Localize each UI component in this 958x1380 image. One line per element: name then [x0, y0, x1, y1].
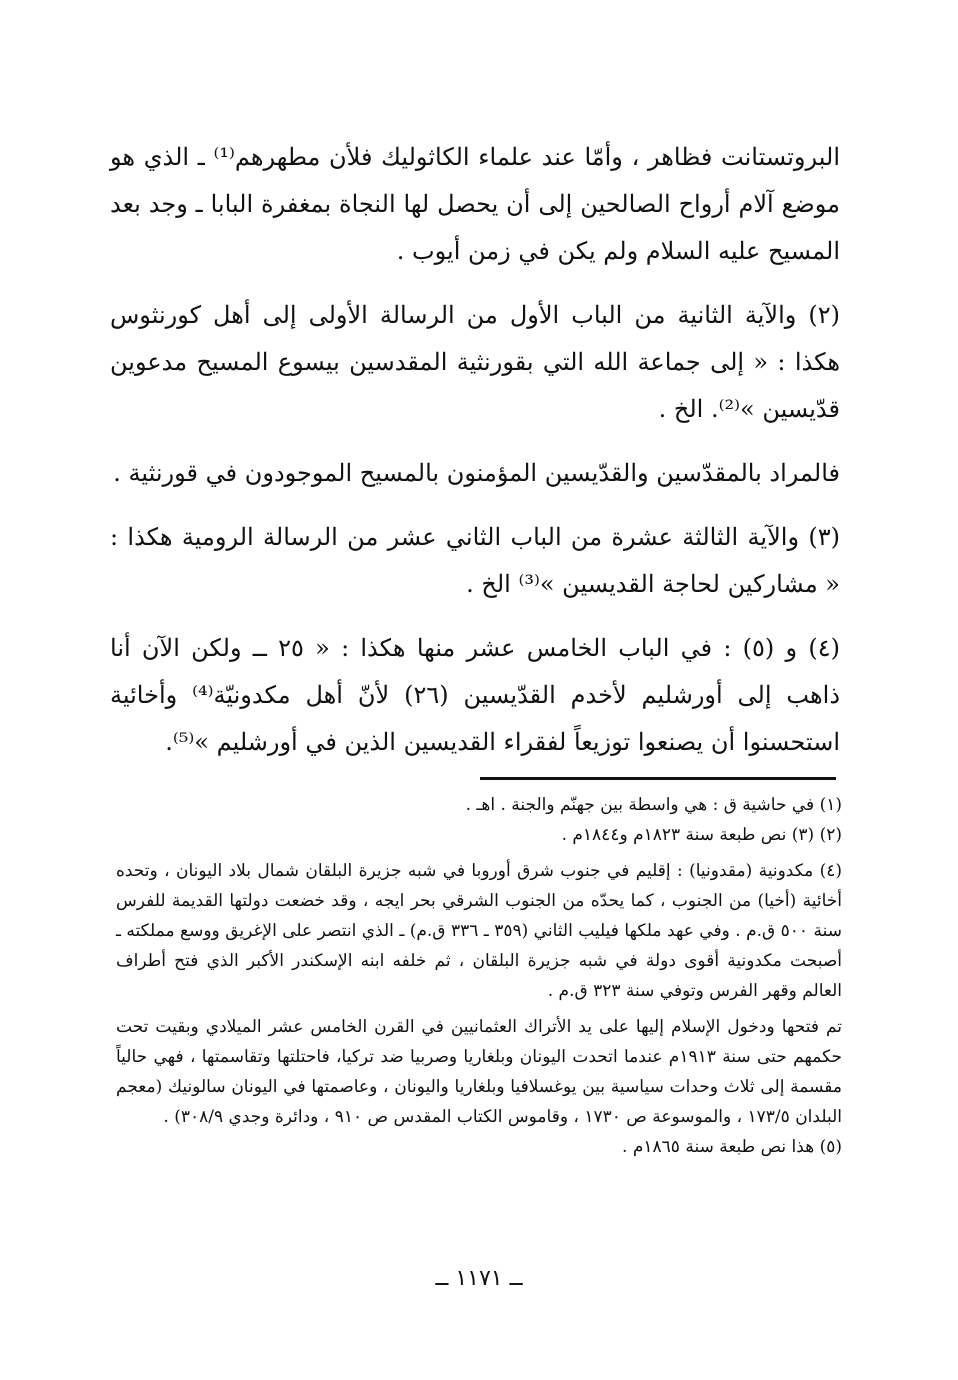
footnote-4-part-2: تم فتحها ودخول الإسلام إليها على يد الأتراك العثمانيين في القرن الخامس عشر الميلادي وبقيت تحت حكمهم حتى سنة ١٩١٣م عندما اتحدت اليونان وبلغاريا وصربيا ضد تركيا، فاحتلتها وتقاسمتها ، فهي حالياً مقسمة إلى ثلاث وحدات سياسية بين يوغسلافيا وبلغاريا واليونان ، وعاصمتها في اليونان سالونيك (معجم البلدان ١٧٣/٥ ، والموسوعة ص ١٧٣٠ ، وقاموس الكتاب المقدس ص ٩١٠ ، ودائرة وجدي ٣٠٨/٩) .: [116, 1017, 842, 1127]
page-number: ــ ١١٧١ ــ: [435, 1266, 523, 1291]
footnotes: [116, 790, 842, 1162]
paragraph-5: (٤) و (٥) : في الباب الخامس عشر منها هكذا : « ٢٥ ــ ولكن الآن أنا ذاهب إلى أورشليم لأخدم القدّيسين (٢٦) لأنّ أهل مكدونيّة⁽⁴⁾ وأخائية استحسنوا أن يصنعوا توزيعاً لفقراء القديسين الذين في أورشليم »⁽⁵⁾.: [110, 634, 841, 756]
footnote-5: (٥) هذا نص طبعة سنة ١٨٦٥م .: [622, 1137, 842, 1157]
footnote-2-3: (٢) (٣) نص طبعة سنة ١٨٢٣م و١٨٤٤م .: [561, 825, 842, 845]
paragraph-3: فالمراد بالمقدّسين والقدّيسين المؤمنون بالمسيح الموجودون في قورنثية .: [113, 459, 840, 487]
paragraph-1: البروتستانت فظاهر ، وأمّا عند علماء الكاثوليك فلأن مطهرهم⁽¹⁾ ـ الذي هو موضع آلام أرواح الصالحين إلى أن يحصل لها النجاة بمغفرة البابا ـ وجد بعد المسيح عليه السلام ولم يكن في زمن أيوب .: [110, 143, 840, 265]
main-text: [110, 134, 840, 766]
footnote-4-part-1: (٤) مكدونية (مقدونيا) : إقليم في جنوب شرق أوروبا في شبه جزيرة البلقان شمال بلاد اليونان ، وتحده أخائية (أخيا) من الجنوب ، كما يحدّه من الجنوب الشرقي بحر ايجه ، وقد خضعت دولتها القديمة للفرس سنة ٥٠٠ ق.م . وفي عهد ملكها فيليب الثاني (٣٥٩ ـ ٣٣٦ ق.م) ـ الذي انتصر على الإغريق ووسع مملكته ـ أصبحت مكدونية أقوى دولة في شبه جزيرة البلقان ، ثم خلفه ابنه الإسكندر الأكبر الذي فتح أطراف العالم وقهر الفرس وتوفي سنة ٣٢٣ ق.م .: [116, 861, 842, 1001]
paragraph-4: (٣) والآية الثالثة عشرة من الباب الثاني عشر من الرسالة الرومية هكذا : « مشاركين لحاجة القديسين »⁽³⁾ الخ .: [110, 523, 840, 598]
paragraph-2: (٢) والآية الثانية من الباب الأول من الرسالة الأولى إلى أهل كورنثوس هكذا : « إلى جماعة الله التي بقورنثية المقدسين بيسوع المسيح مدعوين قدّيسين »⁽²⁾. الخ .: [110, 301, 840, 423]
footnote-1: (١) في حاشية ق : هي واسطة بين جهنّم والجنة . اهـ .: [465, 795, 842, 815]
footnote-separator: [480, 777, 836, 780]
